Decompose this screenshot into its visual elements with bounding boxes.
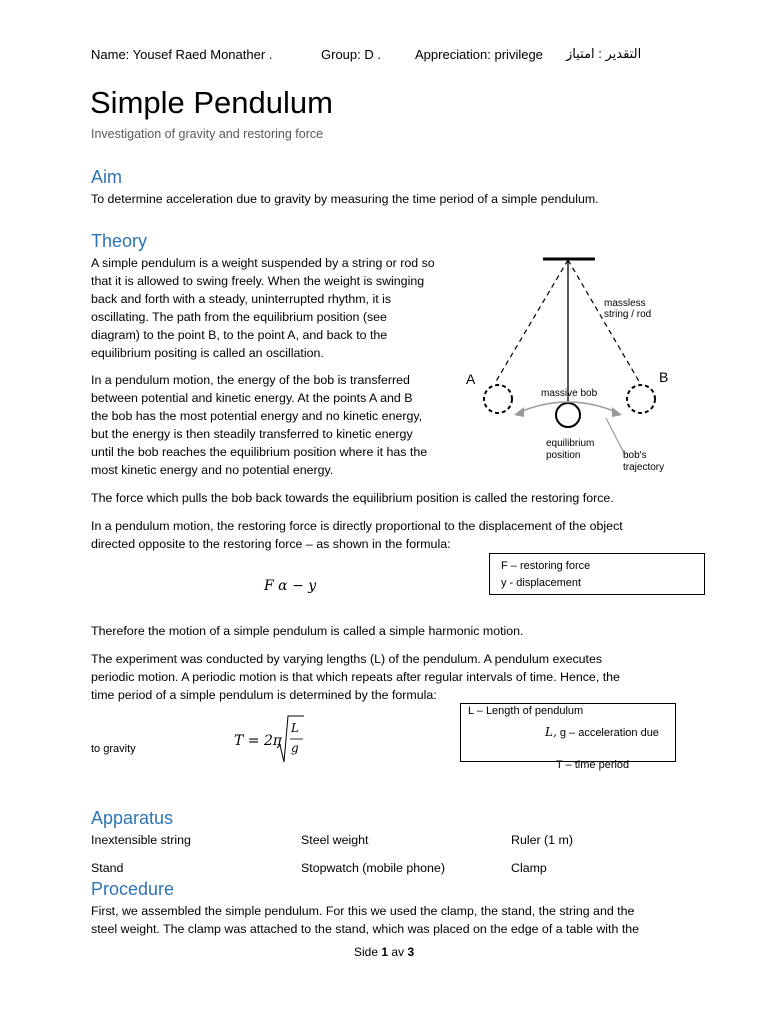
aim-heading: Aim bbox=[91, 167, 122, 187]
apparatus-item: Steel weight bbox=[301, 833, 369, 847]
label-massless: massless bbox=[604, 298, 646, 309]
appreciation-label: Appreciation: privilege bbox=[415, 47, 543, 62]
theory-paragraph-2: In a pendulum motion, the energy of the bob is transferred between potential and kinetic energy. At the points A and B the bob has the most potential energy and no kinetic energy, but the energy is then steadily transferred to kinetic energy until the bob reaches the equilibrium position where it has the most kinetic energy and no potential energy. bbox=[91, 373, 428, 477]
student-name: Name: Yousef Raed Monather . bbox=[91, 47, 273, 62]
label-position: position bbox=[546, 450, 581, 461]
apparatus-item: Clamp bbox=[511, 861, 547, 875]
formula-denominator: g bbox=[291, 741, 299, 755]
bob-center bbox=[556, 403, 580, 427]
legend-box-2: L – Length of pendulum L, g – acceleration due bbox=[460, 703, 676, 762]
label-b: B bbox=[659, 369, 669, 385]
string-right-dashed bbox=[568, 260, 640, 383]
apparatus-item: Stopwatch (mobile phone) bbox=[301, 861, 445, 875]
theory-heading: Theory bbox=[91, 231, 148, 251]
legend-box-1: F – restoring force y - displacement bbox=[489, 553, 705, 595]
appreciation-arabic: التقدير : امتياز bbox=[566, 46, 642, 61]
procedure-heading: Procedure bbox=[91, 879, 175, 899]
bob-position-b bbox=[627, 385, 655, 413]
theory-paragraph-6: The experiment was conducted by varying lengths (L) of the pendulum. A pendulum executes periodic motion. A periodic motion is that which repeats after regular intervals of time. Hence, the time period of a simple pendulum is determined by the formula: bbox=[91, 652, 620, 702]
group-label: Group: D . bbox=[321, 47, 381, 62]
formula-period-left: T = 2π bbox=[234, 733, 283, 749]
document-title: Simple Pendulum bbox=[90, 85, 333, 120]
page-footer: Side 1 av 3 bbox=[354, 945, 415, 959]
theory-paragraph-3: The force which pulls the bob back towards the equilibrium position is called the restoring force. bbox=[91, 491, 614, 505]
apparatus-heading: Apparatus bbox=[91, 808, 174, 828]
apparatus-item: Stand bbox=[91, 861, 124, 875]
label-bobs: bob's bbox=[623, 450, 647, 461]
legend-2-continuation: to gravity bbox=[91, 743, 136, 755]
apparatus-item: Ruler (1 m) bbox=[511, 833, 573, 847]
apparatus-item: Inextensible string bbox=[91, 833, 191, 847]
label-a: A bbox=[466, 371, 476, 387]
theory-paragraph-4: In a pendulum motion, the restoring force is directly proportional to the displacement of the object directed opposite to the restoring force – as shown in the formula: bbox=[91, 519, 623, 551]
pendulum-diagram bbox=[460, 250, 680, 480]
label-massive-bob: massive bob bbox=[541, 388, 598, 399]
label-equilibrium: equilibrium bbox=[546, 438, 595, 449]
formula-numerator: L bbox=[291, 721, 299, 735]
theory-paragraph-5: Therefore the motion of a simple pendulum is called a simple harmonic motion. bbox=[91, 624, 524, 638]
legend-2-time-period: T – time period bbox=[556, 759, 630, 771]
label-trajectory: trajectory bbox=[623, 462, 665, 473]
arrow-right bbox=[612, 407, 622, 417]
procedure-text: First, we assembled the simple pendulum. For this we used the clamp, the stand, the string and the steel weight. The clamp was attached to the stand, which was placed on the edge of a table with the bbox=[91, 904, 640, 936]
theory-paragraph-1: A simple pendulum is a weight suspended by a string or rod so that it is allowed to swing freely. When the weight is swinging back and forth with a steady, uninterrupted rhythm, it is oscillating. The path from the equilibrium position (see diagram) to the point B, to the point A, and back to the equilibrium positing is called an oscillation. bbox=[91, 256, 435, 360]
document-subtitle: Investigation of gravity and restoring force bbox=[91, 127, 324, 141]
string-left-dashed bbox=[495, 260, 568, 383]
arrow-left bbox=[514, 407, 524, 417]
label-string-rod: string / rod bbox=[604, 309, 652, 320]
aim-text: To determine acceleration due to gravity by measuring the time period of a simple pendulum. bbox=[91, 192, 599, 206]
bob-position-a bbox=[484, 385, 512, 413]
formula-restoring-force: F α − y bbox=[264, 578, 317, 594]
